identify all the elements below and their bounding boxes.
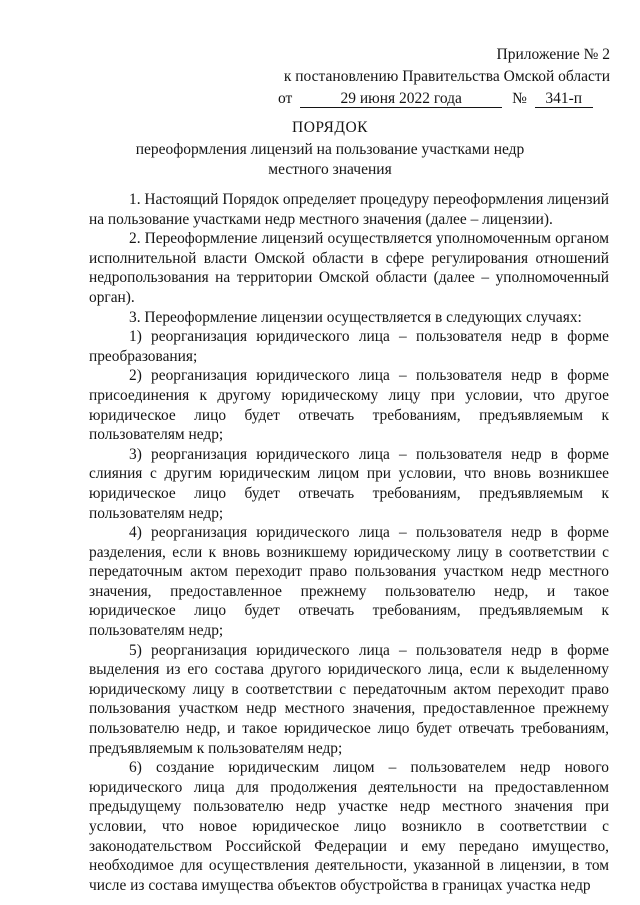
from-label: от — [278, 90, 293, 107]
appendix-label: Приложение № 2 — [496, 46, 610, 63]
list-item-6: 6) создание юридическим лицом – пользователем недр нового юридического лица для продолжения деятельности на предоставленном предыдущему пользователю недр участке недр местного значения при условии, что новое юридическое лицо возникло в соответствии с законодательством Российской Федерации и ему передано имущество, необходимое для осуществления деятельности, указанной в лицензии, в том числе из состава имущества объектов обустройства в границах участка недр — [89, 759, 609, 894]
list-item-2: 2) реорганизация юридического лица – пользователя недр в форме присоединения к другому юридическому лицу при условии, что другое юридическое лицо будет отвечать требованиям, предъявляемым к пользователям недр; — [89, 367, 609, 444]
appendix-header — [250, 44, 610, 110]
list-item-3: 3) реорганизация юридического лица – пользователя недр в форме слияния с другим юридическим лицом при условии, что вновь возникшее юридическое лицо будет отвечать требованиям, предъявляемым к пользователям недр; — [89, 445, 609, 522]
document-title: ПОРЯДОК — [292, 119, 368, 136]
paragraph-1: 1. Настоящий Порядок определяет процедуру переоформления лицензий на пользование участками недр местного значения (далее – лицензии). — [89, 191, 609, 228]
paragraph-3: 3. Переоформление лицензии осуществляется в следующих случаях: — [129, 308, 582, 326]
document-title-block — [60, 118, 600, 180]
resolution-date-number-line — [250, 88, 610, 110]
document-subtitle-line2: местного значения — [268, 161, 392, 178]
document-subtitle-line1: переоформления лицензий на пользование участками недр — [135, 141, 525, 158]
resolution-number: 341-п — [535, 90, 593, 108]
number-label: № — [512, 90, 527, 107]
list-item-4: 4) реорганизация юридического лица – пользователя недр в форме разделения, если к вновь возникшему юридическому лицу в соответствии с передаточным актом переходит право пользования участком недр местного значения, предоставленное прежнему пользователю недр, и такое юридическое лицо будет отвечать требованиям, предъявляемым к пользователям недр; — [89, 524, 609, 640]
list-item-1: 1) реорганизация юридического лица – пользователя недр в форме преобразования; — [89, 328, 609, 365]
paragraph-2: 2. Переоформление лицензий осуществляется уполномоченным органом исполнительной власти Омской области в сфере регулирования отношений недропользования на территории Омской области (далее – уполномоченный орган). — [89, 230, 609, 306]
document-body — [89, 190, 609, 895]
list-item-5: 5) реорганизация юридического лица – пользователя недр в форме выделения из его состава другого юридического лица, если к выделенному юридическому лицу в соответствии с передаточным актом переходит право пользования участком недр местного значения, предоставленное прежнему пользователю недр, и такое юридическое лицо будет отвечать требованиям, предъявляемым к пользователям недр; — [89, 641, 609, 757]
resolution-reference: к постановлению Правительства Омской области — [283, 68, 610, 85]
resolution-date: 29 июня 2022 года — [300, 90, 502, 108]
